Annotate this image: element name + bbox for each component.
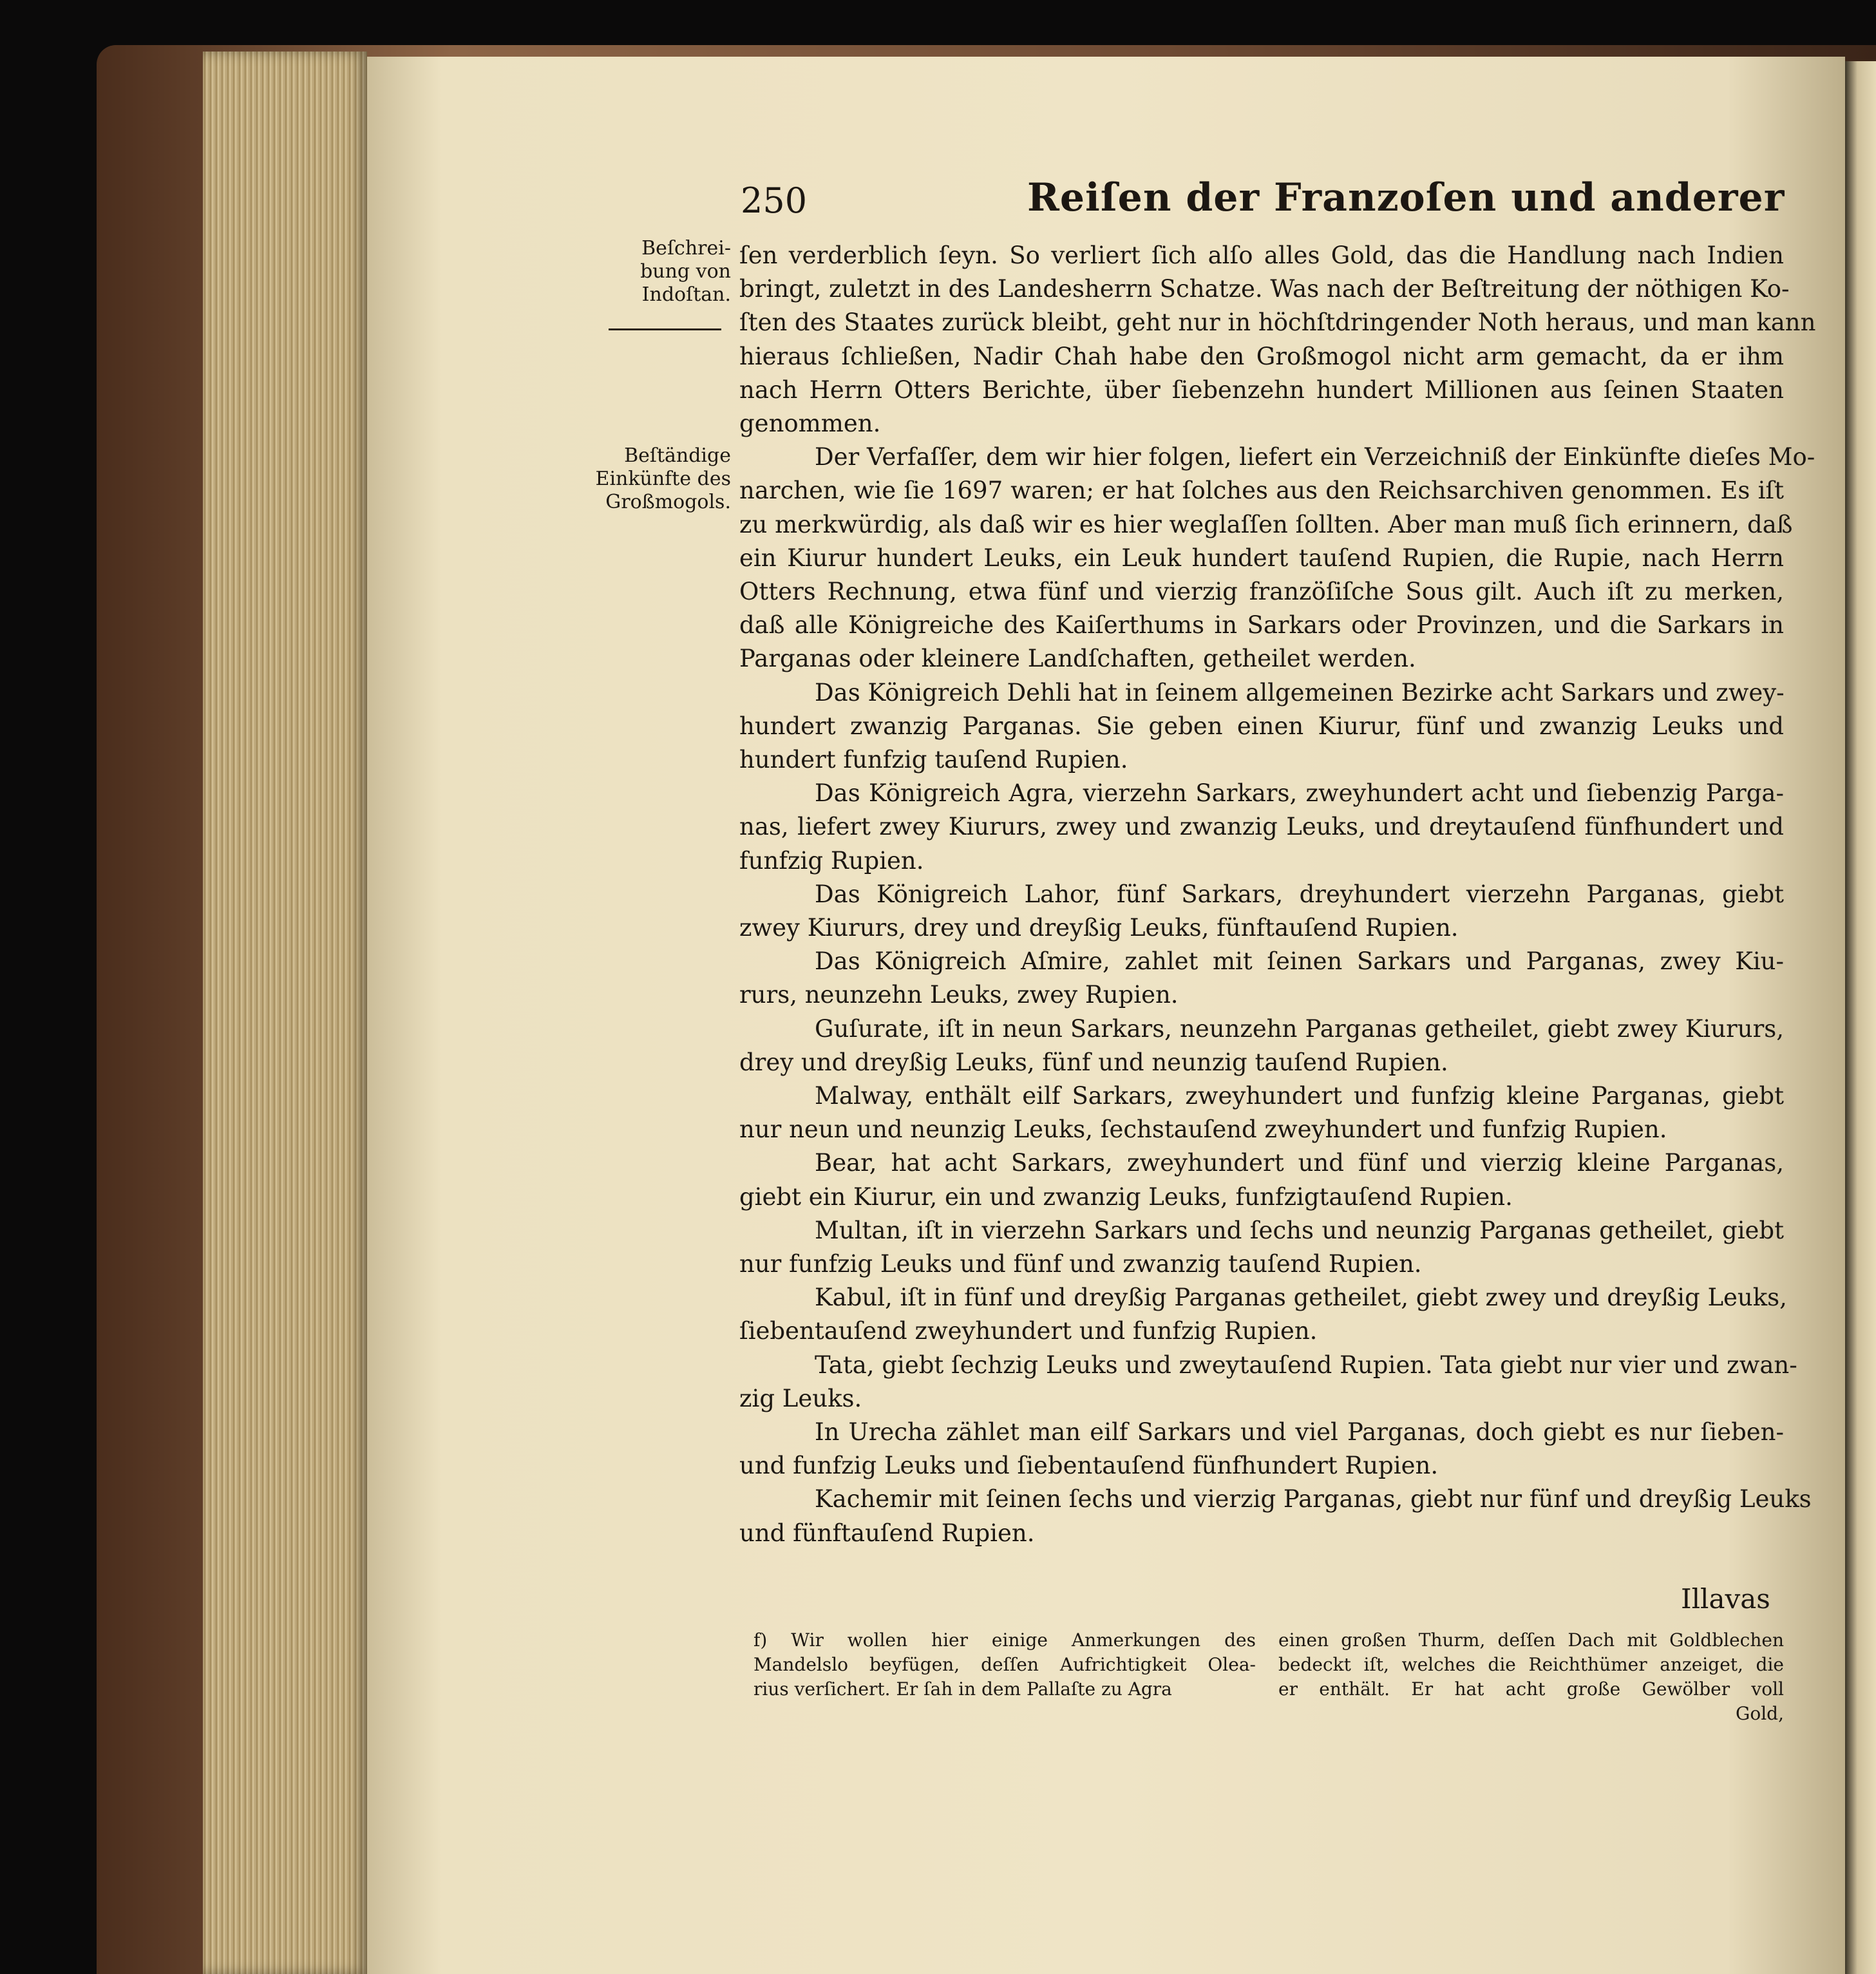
text-line: Das Königreich Dehli hat in ſeinem allgemeinen Bezirke acht Sarkars und zwey- [815, 678, 1785, 707]
text-line: zu merkwürdig, als daß wir es hier weglaſſen ſollten. Aber man muß ſich erinnern, daß [739, 510, 1793, 538]
footnote-line: Mandelslo beyfügen, deſſen Aufrichtigkeit Olea- [753, 1654, 1256, 1675]
text-line: hieraus ſchließen, Nadir Chah habe den Großmogol nicht arm gemacht, da er ihm [739, 342, 1784, 370]
margin-note-line: Großmogols. [605, 491, 731, 513]
margin-note-rule [609, 328, 721, 330]
margin-note-line: bung von [640, 260, 731, 283]
text-line: ſten des Staates zurück bleibt, geht nur in höchſtdringender Noth heraus, und man kann [739, 308, 1816, 337]
text-line: ein Kiurur hundert Leuks, ein Leuk hundert tauſend Rupien, die Rupie, nach Herrn [739, 544, 1784, 572]
text-line: Das Königreich Agra, vierzehn Sarkars, zweyhundert acht und ſiebenzig Parga- [815, 779, 1784, 808]
margin-note-indostan [592, 237, 731, 307]
text-line: hundert funfzig tauſend Rupien. [739, 746, 1128, 773]
text-line: Das Königreich Aſmire, zahlet mit ſeinen Sarkars und Parganas, zwey Kiu- [815, 947, 1784, 976]
next-page-edge [1845, 61, 1876, 1974]
text-line: ſiebentauſend zweyhundert und funfzig Rupien. [739, 1317, 1318, 1345]
text-line: drey und dreyßig Leuks, fünf und neunzig tauſend Rupien. [739, 1048, 1448, 1076]
text-line: und funfzig Leuks und ſiebentauſend fünfhundert Rupien. [739, 1452, 1439, 1480]
text-line: Malway, enthält eilf Sarkars, zweyhundert und funfzig kleine Parganas, giebt [815, 1082, 1784, 1110]
text-line: giebt ein Kiurur, ein und zwanzig Leuks, funfzigtauſend Rupien. [739, 1182, 1513, 1211]
text-line: bringt, zuletzt in des Landesherrn Schatze. Was nach der Beſtreitung der nöthigen Ko- [739, 275, 1790, 303]
text-line: Kachemir mit ſeinen ſechs und vierzig Parganas, giebt nur fünf und dreyßig Leuks [815, 1485, 1812, 1514]
margin-note-line: Beſtändige [624, 444, 731, 467]
text-line: Bear, hat acht Sarkars, zweyhundert und fünf und vierzig kleine Parganas, [815, 1149, 1784, 1177]
text-line: nur funfzig Leuks und fünf und zwanzig tauſend Rupien. [739, 1250, 1422, 1278]
footnote-line: einen großen Thurm, deſſen Dach mit Goldblechen [1278, 1629, 1784, 1651]
catchword: Illavas [1681, 1583, 1770, 1615]
footnote-line: er enthält. Er hat acht große Gewölber voll [1278, 1678, 1784, 1700]
page-edges [203, 52, 367, 1974]
footnote-line: bedeckt iſt, welches die Reichthümer anzeiget, die [1278, 1654, 1784, 1675]
margin-note-line: Indoſtan. [641, 283, 731, 306]
text-line: Multan, iſt in vierzehn Sarkars und ſechs und neunzig Parganas getheilet, giebt [815, 1216, 1784, 1244]
text-line: funfzig Rupien. [739, 846, 924, 875]
running-title: Reiſen der Franzoſen und anderer [1027, 175, 1785, 220]
text-line: nach Herrn Otters Berichte, über ſiebenzehn hundert Millionen aus ſeinen Staaten [739, 375, 1784, 404]
text-line: Kabul, iſt in fünf und dreyßig Parganas getheilet, giebt zwey und dreyßig Leuks, [815, 1284, 1787, 1312]
footnote-line: Gold, [1735, 1703, 1784, 1724]
text-line: Otters Rechnung, etwa fünf und vierzig franzöſiſche Sous gilt. Auch iſt zu merken, [739, 578, 1784, 605]
margin-note-line: Einkünfte des [595, 468, 731, 490]
margin-note-income [592, 444, 731, 514]
margin-note-line: Beſchrei- [641, 237, 731, 260]
text-line: ſen verderblich ſeyn. So verliert ſich alſo alles Gold, das die Handlung nach Indien [739, 242, 1784, 269]
text-line: Tata, giebt ſechzig Leuks und zweytauſend Rupien. Tata giebt nur vier und zwan- [815, 1351, 1797, 1379]
text-line: nur neun und neunzig Leuks, ſechstauſend zweyhundert und funfzig Rupien. [739, 1115, 1667, 1144]
text-line: narchen, wie ſie 1697 waren; er hat ſolches aus den Reichsarchiven genommen. Es iſt [739, 477, 1784, 505]
footnote-line: rius verſichert. Er ſah in dem Pallaſte zu Agra [753, 1678, 1172, 1700]
page-number: 250 [741, 180, 808, 221]
text-line: nas, liefert zwey Kiururs, zwey und zwanzig Leuks, und dreytauſend fünfhundert und [739, 813, 1784, 841]
text-line: In Urecha zählet man eilf Sarkars und viel Parganas, doch giebt es nur ſieben- [815, 1418, 1784, 1446]
text-line: genommen. [739, 410, 881, 437]
text-line: rurs, neunzehn Leuks, zwey Rupien. [739, 981, 1179, 1009]
text-line: daß alle Königreiche des Kaiſerthums in Sarkars oder Provinzen, und die Sarkars in [739, 611, 1784, 640]
text-line: und fünftauſend Rupien. [739, 1519, 1035, 1547]
text-line: Parganas oder kleinere Landſchaften, getheilet werden. [739, 645, 1416, 673]
text-line: Der Verfaſſer, dem wir hier folgen, liefert ein Verzeichniß der Einkünfte dieſes Mo- [815, 443, 1815, 471]
text-line: Guſurate, iſt in neun Sarkars, neunzehn Parganas getheilet, giebt zwey Kiururs, [815, 1014, 1784, 1043]
text-line: zig Leuks. [739, 1384, 862, 1412]
text-line: Das Königreich Lahor, fünf Sarkars, dreyhundert vierzehn Parganas, giebt [815, 880, 1784, 908]
text-line: hundert zwanzig Parganas. Sie geben einen Kiurur, fünf und zwanzig Leuks und [739, 712, 1784, 740]
footnote-line: f) Wir wollen hier einige Anmerkungen des [753, 1629, 1256, 1651]
text-line: zwey Kiururs, drey und dreyßig Leuks, fünftauſend Rupien. [739, 914, 1459, 942]
